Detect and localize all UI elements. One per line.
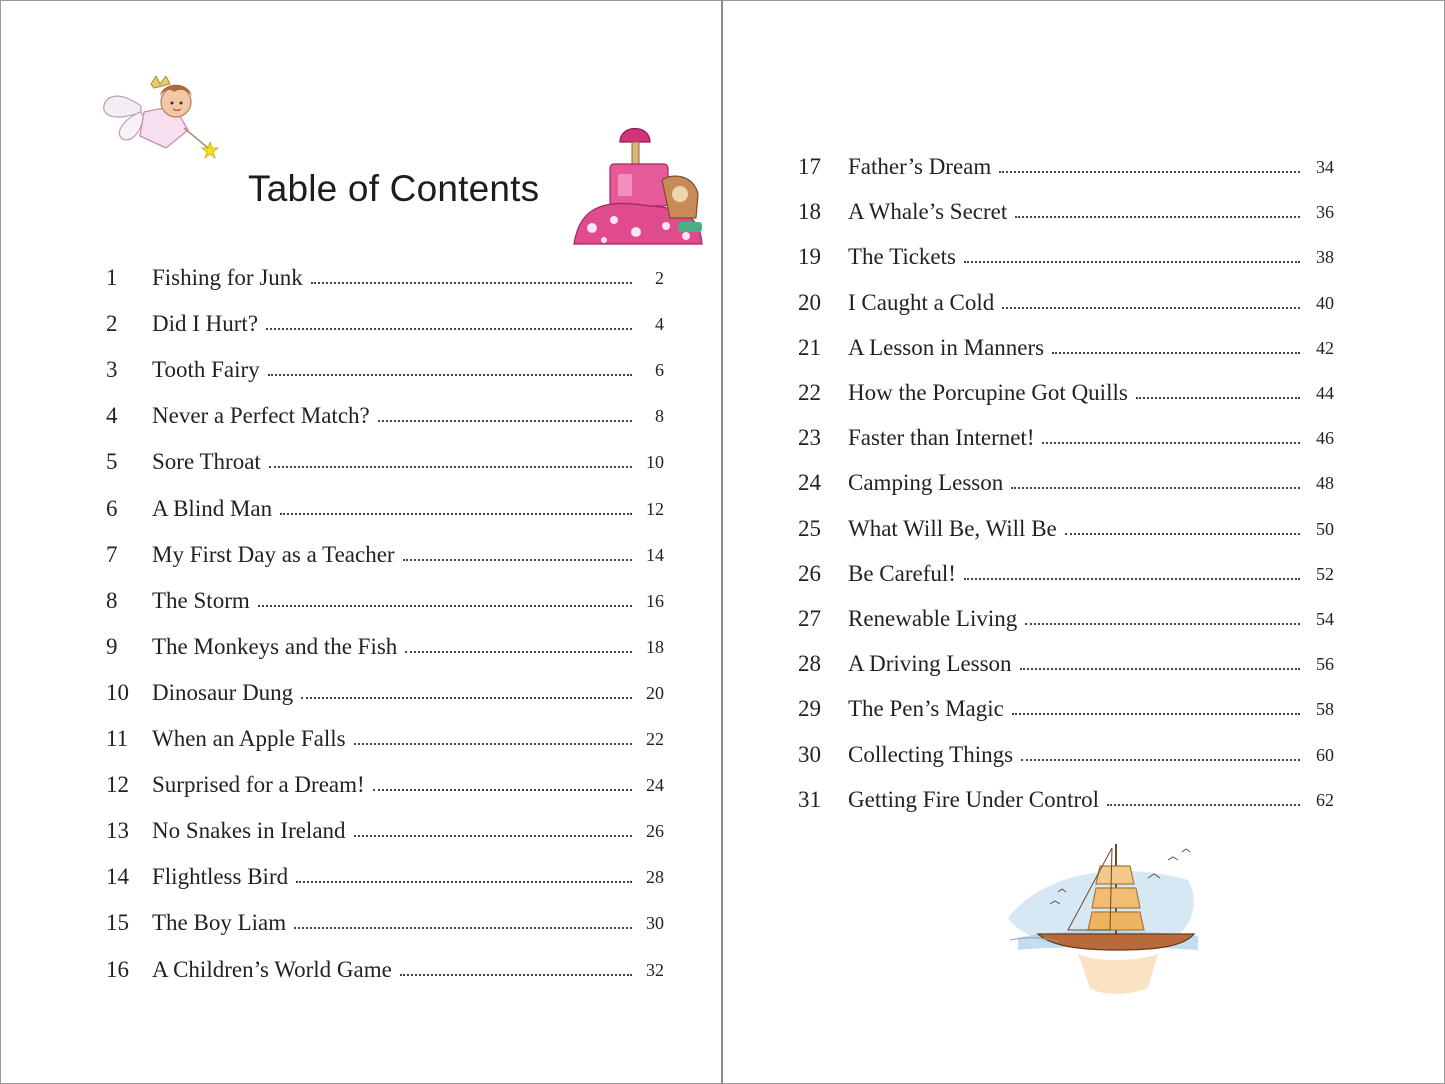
- toc-entry-title: Sore Throat: [152, 449, 261, 475]
- toc-entry: [106, 343, 664, 383]
- toc-dot-leader: [1011, 487, 1300, 489]
- toc-entry-page: 10: [646, 452, 664, 473]
- toc-entry: [106, 712, 664, 752]
- toc-entry: [106, 943, 664, 983]
- toc-dot-leader: [405, 651, 632, 653]
- toc-entry: [106, 758, 664, 798]
- toc-entry-number: 26: [798, 560, 821, 586]
- toc-entry-title: Fishing for Junk: [152, 265, 303, 290]
- toc-entry-page: 8: [655, 406, 664, 427]
- toc-entry: [798, 728, 1334, 768]
- toc-entry-title: The Storm: [152, 587, 250, 613]
- toc-entry-number: 18: [798, 199, 821, 225]
- toc-dot-leader: [354, 743, 632, 745]
- toc-entry: [798, 230, 1334, 270]
- toc-entry: [106, 482, 664, 522]
- toc-entry-number: 31: [798, 786, 821, 812]
- toc-entry-title: Dinosaur Dung: [152, 679, 294, 705]
- toc-entry-page: 52: [1316, 563, 1334, 584]
- toc-dot-leader: [1065, 533, 1300, 535]
- toc-entry-page: 26: [646, 821, 664, 842]
- toc-entry-number: 4: [106, 403, 118, 429]
- toc-entry-number: 24: [798, 470, 821, 496]
- toc-entry-page: 56: [1316, 654, 1334, 675]
- toc-entry-number: 9: [106, 633, 118, 659]
- toc-entry-number: 7: [106, 541, 118, 567]
- toc-entry: [106, 850, 664, 890]
- toc-entry: [106, 389, 664, 429]
- toc-entry-title: Be Careful!: [848, 560, 956, 586]
- toc-entry: [798, 592, 1334, 632]
- toc-entry-page: 46: [1316, 428, 1334, 449]
- toc-entry-page: 34: [1316, 157, 1334, 177]
- toc-entry-number: 29: [798, 696, 821, 722]
- toc-entry-page: 42: [1316, 337, 1334, 358]
- toc-entry-page: 2: [655, 268, 664, 288]
- toc-entry-page: 24: [646, 775, 664, 796]
- toc-entry-number: 2: [106, 311, 118, 337]
- toc-entry-title: Tooth Fairy: [152, 357, 260, 383]
- toc-entry: [798, 411, 1334, 451]
- toc-entry-page: 18: [646, 636, 664, 657]
- toc-entry: [798, 456, 1334, 496]
- toc-dot-leader: [1021, 759, 1300, 761]
- toc-dot-leader: [301, 697, 632, 699]
- toc-entry-title: No Snakes in Ireland: [152, 818, 346, 844]
- toc-entry-title: My First Day as a Teacher: [152, 541, 395, 567]
- toc-entry-title: Camping Lesson: [848, 470, 1004, 496]
- toc-entry-page: 48: [1316, 473, 1334, 494]
- toc-dot-leader: [296, 881, 632, 883]
- toc-entry: [798, 682, 1334, 722]
- toc-entry-page: 22: [646, 729, 664, 749]
- toc-entry-page: 40: [1316, 292, 1334, 313]
- toc-entry-title: A Lesson in Manners: [848, 334, 1045, 360]
- toc-entry-number: 21: [798, 334, 821, 360]
- fairy-illustration: [96, 76, 226, 166]
- toc-entry-number: 11: [106, 726, 129, 751]
- sailboat-illustration: [998, 838, 1208, 1008]
- toc-dot-leader: [1020, 668, 1300, 670]
- toc-dot-leader: [280, 513, 632, 515]
- toc-dot-leader: [1136, 397, 1300, 399]
- toc-entry-number: 25: [798, 515, 821, 541]
- toc-entry-number: 10: [106, 679, 129, 705]
- toc-dot-leader: [1012, 713, 1300, 715]
- toc-entry: [106, 251, 664, 291]
- toc-entry-title: Faster than Internet!: [848, 425, 1035, 451]
- toc-dot-leader: [354, 835, 632, 837]
- toc-entry-page: 4: [655, 314, 664, 335]
- toc-entry-title: A Blind Man: [152, 495, 273, 521]
- toc-entry-title: Father’s Dream: [848, 154, 992, 179]
- toc-entry-page: 60: [1316, 744, 1334, 765]
- toc-entry-title: Did I Hurt?: [152, 311, 259, 337]
- toc-entry-title: How the Porcupine Got Quills: [848, 380, 1128, 405]
- toc-entry-page: 36: [1316, 202, 1334, 223]
- toc-entry: [106, 297, 664, 337]
- toc-entry-page: 30: [646, 913, 664, 934]
- toc-entry-number: 1: [106, 265, 118, 290]
- toc-entry-title: Never a Perfect Match?: [152, 403, 370, 429]
- toc-entry-number: 3: [106, 357, 118, 383]
- toc-dot-leader: [1107, 804, 1300, 806]
- toc-entry-page: 6: [655, 360, 664, 381]
- toc-entry: [106, 574, 664, 614]
- toc-dot-leader: [378, 420, 632, 422]
- toc-entry: [798, 547, 1334, 587]
- toc-entry-number: 6: [106, 495, 118, 521]
- toc-entry-number: 17: [798, 154, 821, 179]
- book-spine: [721, 0, 723, 1084]
- toc-entry-title: What Will Be, Will Be: [848, 515, 1057, 541]
- toc-entry-title: I Caught a Cold: [848, 289, 995, 315]
- toc-entry-title: The Monkeys and the Fish: [152, 633, 398, 659]
- toc-dot-leader: [403, 559, 632, 561]
- toc-entry-title: When an Apple Falls: [152, 726, 346, 751]
- toc-entry-number: 22: [798, 380, 821, 405]
- toc-dot-leader: [294, 927, 632, 929]
- toc-entry-page: 62: [1316, 789, 1334, 810]
- toc-entry-number: 5: [106, 449, 118, 475]
- toc-entry-number: 30: [798, 741, 821, 767]
- toc-dot-leader: [311, 282, 632, 284]
- toc-dot-leader: [400, 974, 632, 976]
- toc-dot-leader: [1025, 623, 1300, 625]
- page-title: Table of Contents: [248, 168, 540, 209]
- toc-dot-leader: [1042, 442, 1300, 444]
- toc-entry-page: 14: [646, 544, 664, 565]
- toc-entry-page: 12: [646, 498, 664, 519]
- toc-entry-page: 20: [646, 682, 664, 703]
- toc-entry-title: The Tickets: [848, 244, 956, 270]
- bed-illustration: [570, 122, 706, 252]
- toc-entry-page: 28: [646, 867, 664, 888]
- toc-entry-title: A Whale’s Secret: [848, 199, 1008, 225]
- toc-dot-leader: [373, 789, 632, 791]
- toc-entry-number: 13: [106, 818, 129, 844]
- toc-dot-leader: [964, 261, 1300, 263]
- toc-entry-number: 19: [798, 244, 821, 270]
- toc-entry: [798, 185, 1334, 225]
- toc-entry-number: 28: [798, 651, 821, 677]
- toc-entry: [798, 637, 1334, 677]
- toc-entry-title: Surprised for a Dream!: [152, 772, 365, 798]
- toc-entry-number: 20: [798, 289, 821, 315]
- toc-entry: [106, 896, 664, 936]
- toc-entry-number: 15: [106, 910, 129, 936]
- toc-entry-title: The Pen’s Magic: [848, 696, 1004, 722]
- toc-entry: [798, 321, 1334, 361]
- toc-dot-leader: [268, 374, 632, 376]
- toc-entry-title: Renewable Living: [848, 606, 1018, 631]
- toc-entry: [798, 366, 1334, 406]
- toc-entry-page: 58: [1316, 699, 1334, 720]
- toc-entry-number: 14: [106, 864, 129, 890]
- toc-entry-page: 16: [646, 590, 664, 611]
- toc-entry-page: 32: [646, 959, 664, 980]
- toc-entry-number: 12: [106, 772, 129, 798]
- toc-entry-number: 16: [106, 956, 129, 982]
- toc-dot-leader: [266, 328, 632, 330]
- toc-entry: [798, 276, 1334, 316]
- toc-dot-leader: [1002, 307, 1300, 309]
- toc-dot-leader: [269, 466, 632, 468]
- toc-dot-leader: [1052, 352, 1300, 354]
- toc-entry: [798, 773, 1334, 813]
- toc-entry-page: 44: [1316, 383, 1334, 403]
- toc-entry-title: A Children’s World Game: [152, 956, 392, 982]
- toc-dot-leader: [964, 578, 1300, 580]
- toc-entry-number: 23: [798, 425, 821, 451]
- toc-dot-leader: [258, 605, 632, 607]
- toc-entry-page: 50: [1316, 518, 1334, 539]
- toc-dot-leader: [999, 171, 1300, 173]
- toc-entry: [106, 804, 664, 844]
- toc-entry-title: Getting Fire Under Control: [848, 786, 1100, 812]
- toc-entry-number: 8: [106, 587, 118, 613]
- toc-entry: [106, 666, 664, 706]
- toc-dot-leader: [1015, 216, 1300, 218]
- toc-entry: [106, 620, 664, 660]
- toc-entry-title: A Driving Lesson: [848, 651, 1012, 677]
- toc-entry: [798, 502, 1334, 542]
- toc-entry-number: 27: [798, 606, 821, 631]
- toc-entry: [106, 435, 664, 475]
- toc-entry-title: Flightless Bird: [152, 864, 289, 890]
- toc-entry: [106, 528, 664, 568]
- toc-entry: [798, 140, 1334, 180]
- toc-entry-page: 38: [1316, 247, 1334, 268]
- toc-entry-title: Collecting Things: [848, 741, 1014, 767]
- toc-entry-title: The Boy Liam: [152, 910, 287, 936]
- toc-entry-page: 54: [1316, 609, 1334, 629]
